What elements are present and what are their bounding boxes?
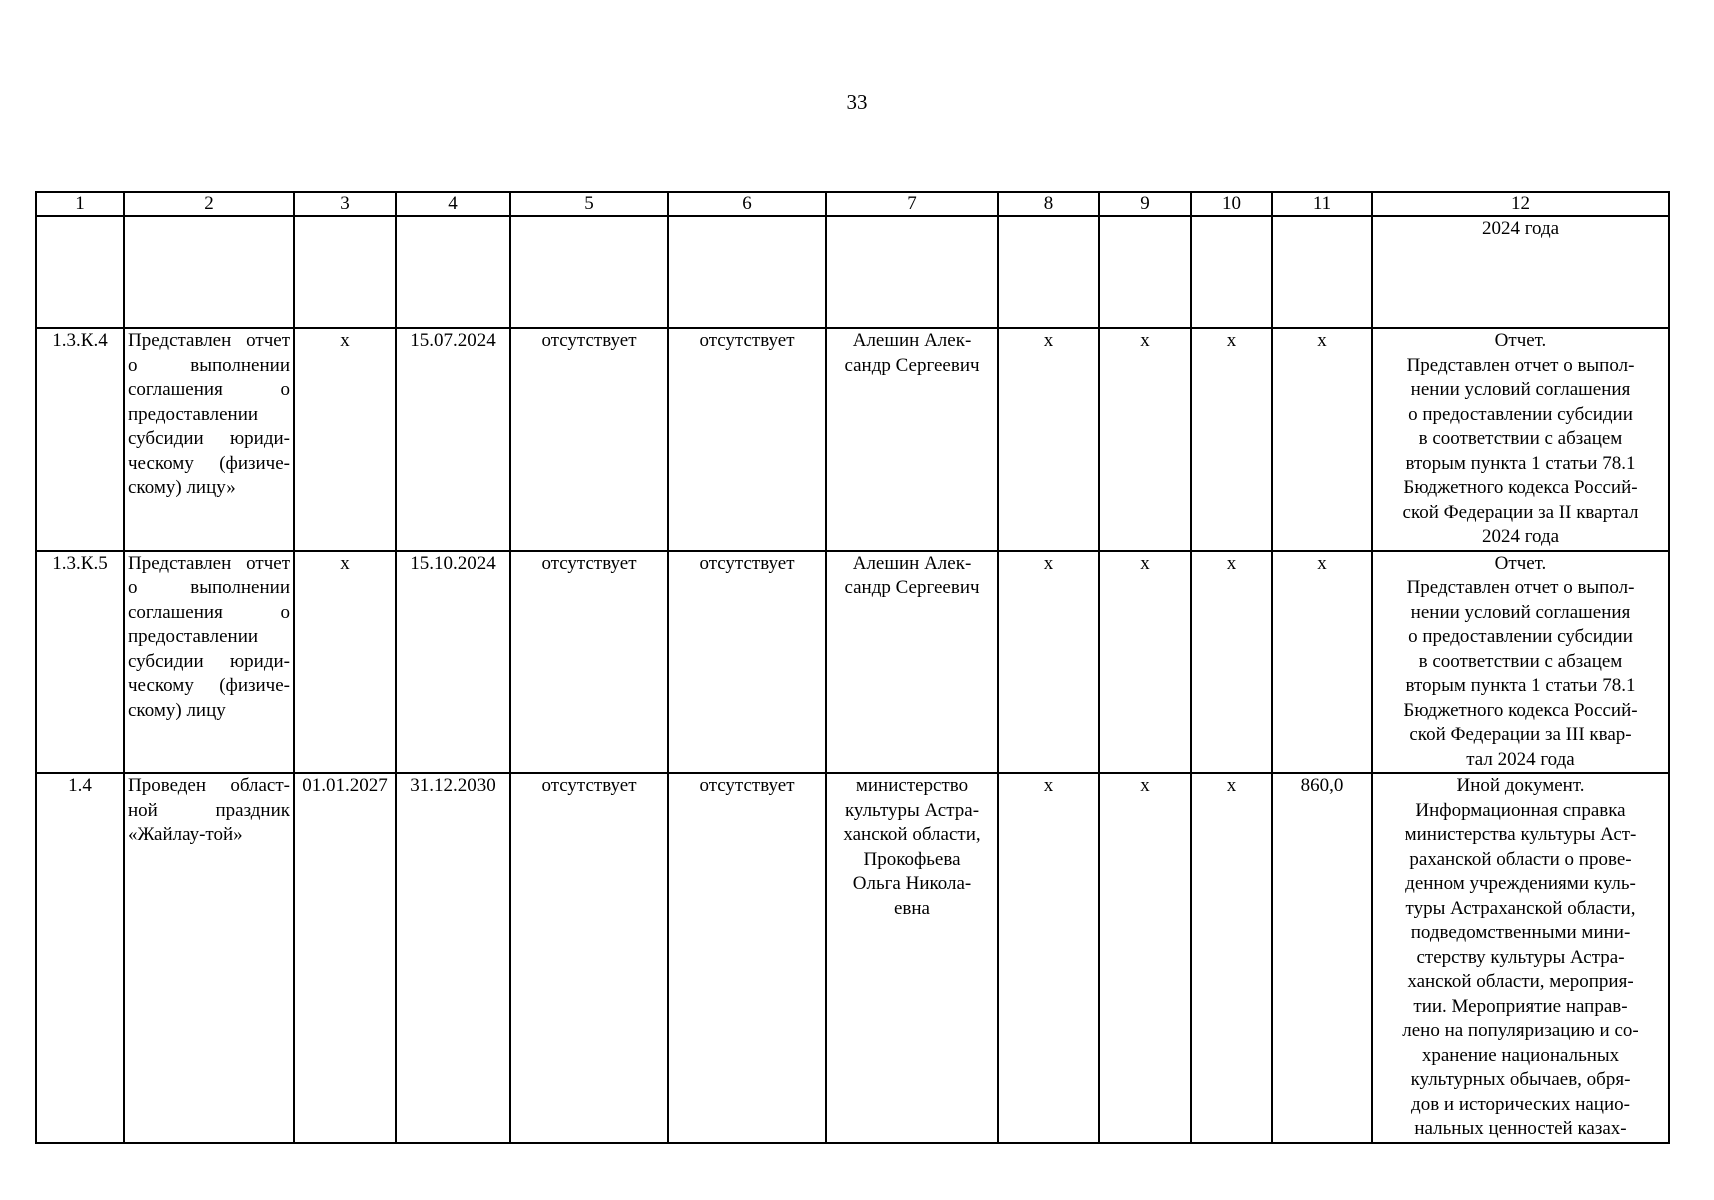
row-responsible: министерство культуры Астра- ханской области, Прокофьева Ольга Никола- евна — [826, 773, 998, 1143]
row-col8: x — [998, 773, 1099, 1143]
row-id: 1.3.К.5 — [36, 551, 124, 774]
table-cell — [1191, 216, 1272, 328]
row-document: Отчет. Представлен отчет о выпол- нении условий соглашения о предоставлении субсидии в соответствии с абзацем вторым пункта 1 статьи 78.1 Бюджетного кодекса Россий- ской Федерации за III квар- тал 2024 года — [1372, 551, 1669, 774]
header-col-3: 3 — [294, 192, 396, 216]
row-description: Представлен отчет о выполнении соглашения о предоставлении субсидии юридическому (физическому) лицу» — [124, 328, 294, 551]
row-description: Проведен областной праздник «Жайлау-той» — [124, 773, 294, 1143]
table-cell — [510, 216, 668, 328]
header-col-10: 10 — [1191, 192, 1272, 216]
plan-table — [35, 191, 1670, 1144]
table-row — [36, 551, 1669, 774]
header-col-6: 6 — [668, 192, 826, 216]
header-row — [36, 192, 1669, 216]
row-col11: x — [1272, 551, 1372, 774]
continuation-row — [36, 216, 1669, 328]
row-responsible: Алешин Алек- сандр Сергеевич — [826, 328, 998, 551]
table-cell — [124, 216, 294, 328]
header-col-4: 4 — [396, 192, 510, 216]
header-col-9: 9 — [1099, 192, 1191, 216]
header-col-11: 11 — [1272, 192, 1372, 216]
table-cell — [1272, 216, 1372, 328]
row-col6: отсутствует — [668, 773, 826, 1143]
table-cell — [396, 216, 510, 328]
row-col5: отсутствует — [510, 551, 668, 774]
row-start-date: x — [294, 551, 396, 774]
row-col8: x — [998, 551, 1099, 774]
table-cell — [294, 216, 396, 328]
row-col10: x — [1191, 551, 1272, 774]
row-col9: x — [1099, 328, 1191, 551]
header-col-2: 2 — [124, 192, 294, 216]
header-col-5: 5 — [510, 192, 668, 216]
table-cell — [668, 216, 826, 328]
row-col9: x — [1099, 773, 1191, 1143]
row-col6: отсутствует — [668, 328, 826, 551]
row-id: 1.4 — [36, 773, 124, 1143]
row-end-date: 15.07.2024 — [396, 328, 510, 551]
table-row — [36, 773, 1669, 1143]
header-col-12: 12 — [1372, 192, 1669, 216]
row-col6: отсутствует — [668, 551, 826, 774]
table-cell — [998, 216, 1099, 328]
row-end-date: 15.10.2024 — [396, 551, 510, 774]
row-start-date: x — [294, 328, 396, 551]
row-col10: x — [1191, 773, 1272, 1143]
header-col-7: 7 — [826, 192, 998, 216]
row-col11: x — [1272, 328, 1372, 551]
row-document: Отчет. Представлен отчет о выпол- нении условий соглашения о предоставлении субсидии в соответствии с абзацем вторым пункта 1 статьи 78.1 Бюджетного кодекса Россий- ской Федерации за II квартал 2024 года — [1372, 328, 1669, 551]
row-document: Иной документ. Информационная справка министерства культуры Аст- раханской области о прове- денном учреждениями куль- туры Астраханской области, подведомственными мини- стерству культуры Астра- ханской области, мероприя- тии. Мероприятие направ- лено на популяризацию и со- хранение национальных культурных обычаев, обря- дов и исторических нацио- нальных ценностей казах- — [1372, 773, 1669, 1143]
continuation-document-cell: 2024 года — [1372, 216, 1669, 328]
row-end-date: 31.12.2030 — [396, 773, 510, 1143]
row-col9: x — [1099, 551, 1191, 774]
row-col8: x — [998, 328, 1099, 551]
row-col10: x — [1191, 328, 1272, 551]
row-col5: отсутствует — [510, 328, 668, 551]
page-number: 33 — [846, 90, 868, 114]
row-id: 1.3.К.4 — [36, 328, 124, 551]
header-col-1: 1 — [36, 192, 124, 216]
table-cell — [1099, 216, 1191, 328]
table-cell — [826, 216, 998, 328]
row-col11: 860,0 — [1272, 773, 1372, 1143]
table-row — [36, 328, 1669, 551]
row-description: Представлен отчет о выполнении соглашения о предоставлении субсидии юридическому (физическому) лицу — [124, 551, 294, 774]
row-responsible: Алешин Алек- сандр Сергеевич — [826, 551, 998, 774]
header-col-8: 8 — [998, 192, 1099, 216]
row-start-date: 01.01.2027 — [294, 773, 396, 1143]
table-cell — [36, 216, 124, 328]
row-col5: отсутствует — [510, 773, 668, 1143]
